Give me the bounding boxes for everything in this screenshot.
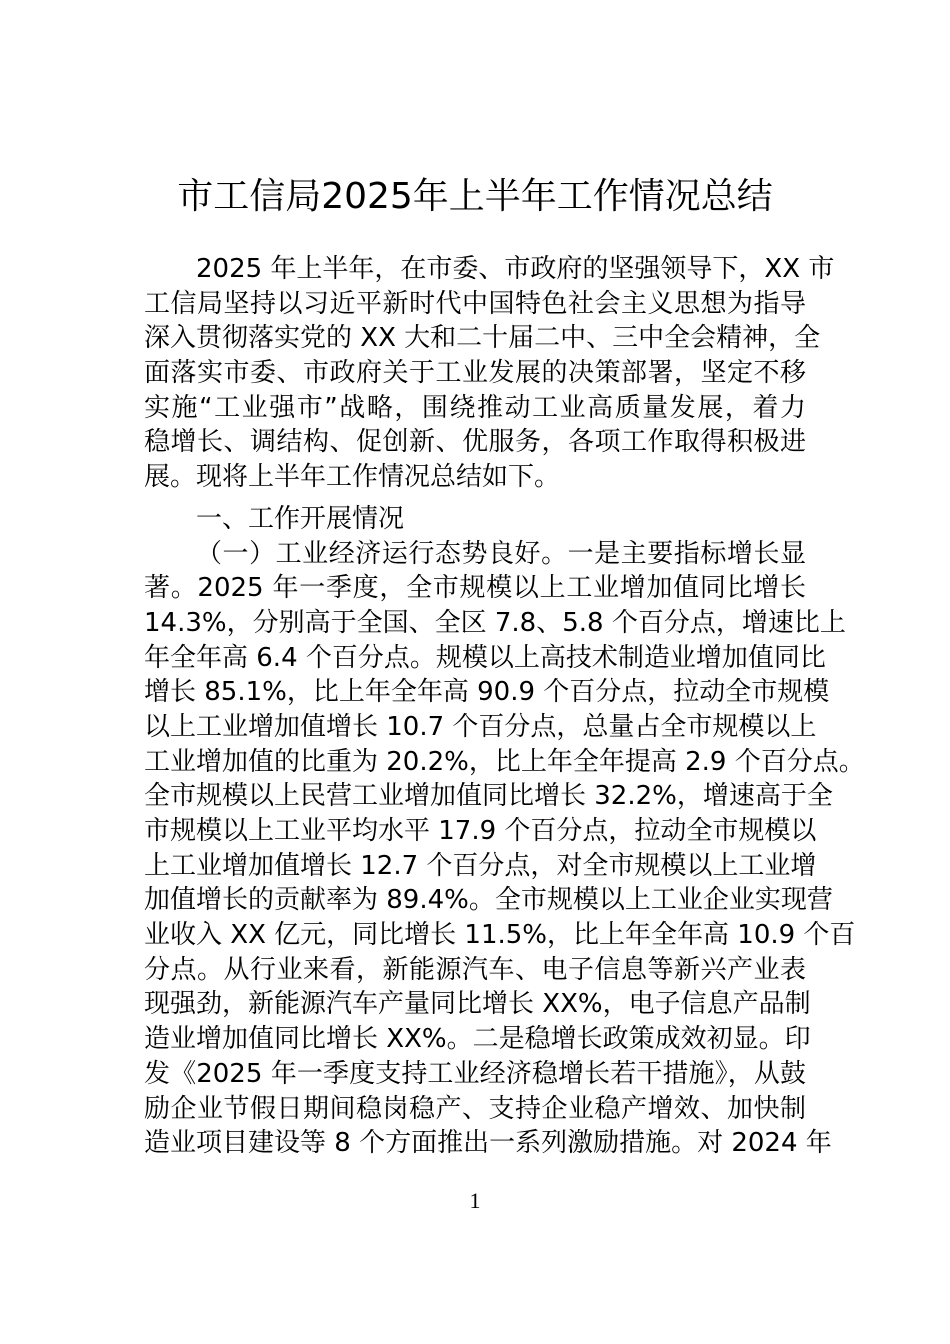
paragraph-line: 发《2025 年一季度支持工业经济稳增长若干措施》，从鼓 — [144, 1058, 806, 1089]
paragraph-line: 以上工业增加值增长 10.7 个百分点，总量占全市规模以上 — [144, 711, 817, 742]
paragraph-line: 著。2025 年一季度，全市规模以上工业增加值同比增长 — [144, 573, 806, 604]
paragraph-line: 业收入 XX 亿元，同比增长 11.5%，比上年全年高 10.9 个百 — [144, 920, 856, 951]
paragraph-line: 工信局坚持以习近平新时代中国特色社会主义思想为指导 — [144, 288, 806, 319]
paragraph-line: 展。现将上半年工作情况总结如下。 — [144, 462, 561, 493]
paragraph-line: （一）工业经济运行态势良好。一是主要指标增长显 — [196, 538, 806, 569]
paragraph-line: 增长 85.1%，比上年全年高 90.9 个百分点，拉动全市规模 — [144, 677, 830, 708]
paragraph-line: 上工业增加值增长 12.7 个百分点，对全市规模以上工业增 — [144, 850, 817, 881]
paragraph-line: 年全年高 6.4 个百分点。规模以上高技术制造业增加值同比 — [144, 642, 826, 673]
paragraph-line: 励企业节假日期间稳岗稳产、支持企业稳产增效、加快制 — [144, 1093, 806, 1124]
page-number: 1 — [469, 1188, 481, 1213]
paragraph-line: 全市规模以上民营工业增加值同比增长 32.2%，增速高于全 — [144, 781, 833, 812]
paragraph-line: 稳增长、调结构、促创新、优服务，各项工作取得积极进 — [144, 427, 806, 458]
paragraph-line: 分点。从行业来看，新能源汽车、电子信息等新兴产业表 — [144, 954, 806, 985]
section-heading: 一、工作开展情况 — [196, 503, 405, 534]
paragraph-line: 市规模以上工业平均水平 17.9 个百分点，拉动全市规模以 — [144, 816, 817, 846]
paragraph-line: 14.3%，分别高于全国、全区 7.8、5.8 个百分点，增速比上 — [144, 607, 846, 638]
document-title: 市工信局2025年上半年工作情况总结 — [177, 176, 773, 217]
document-body — [144, 252, 865, 1161]
paragraph-line: 2025 年上半年，在市委、市政府的坚强领导下，XX 市 — [196, 254, 835, 284]
paragraph-line: 工业增加值的比重为 20.2%，比上年全年提高 2.9 个百分点。 — [144, 746, 865, 777]
paragraph-line: 面落实市委、市政府关于工业发展的决策部署，坚定不移 — [144, 358, 806, 389]
paragraph-line: 现强劲，新能源汽车产量同比增长 XX%，电子信息产品制 — [144, 989, 811, 1020]
paragraph-line: 加值增长的贡献率为 89.4%。全市规模以上工业企业实现营 — [144, 885, 833, 916]
paragraph-line: 实施“工业强市”战略，围绕推动工业高质量发展，着力 — [144, 392, 806, 423]
paragraph-line: 造业项目建设等 8 个方面推出一系列激励措施。对 2024 年 — [144, 1128, 832, 1159]
paragraph-line: 深入贯彻落实党的 XX 大和二十届二中、三中全会精神，全 — [144, 323, 821, 354]
paragraph-line: 造业增加值同比增长 XX%。二是稳增长政策成效初显。印 — [144, 1024, 811, 1055]
